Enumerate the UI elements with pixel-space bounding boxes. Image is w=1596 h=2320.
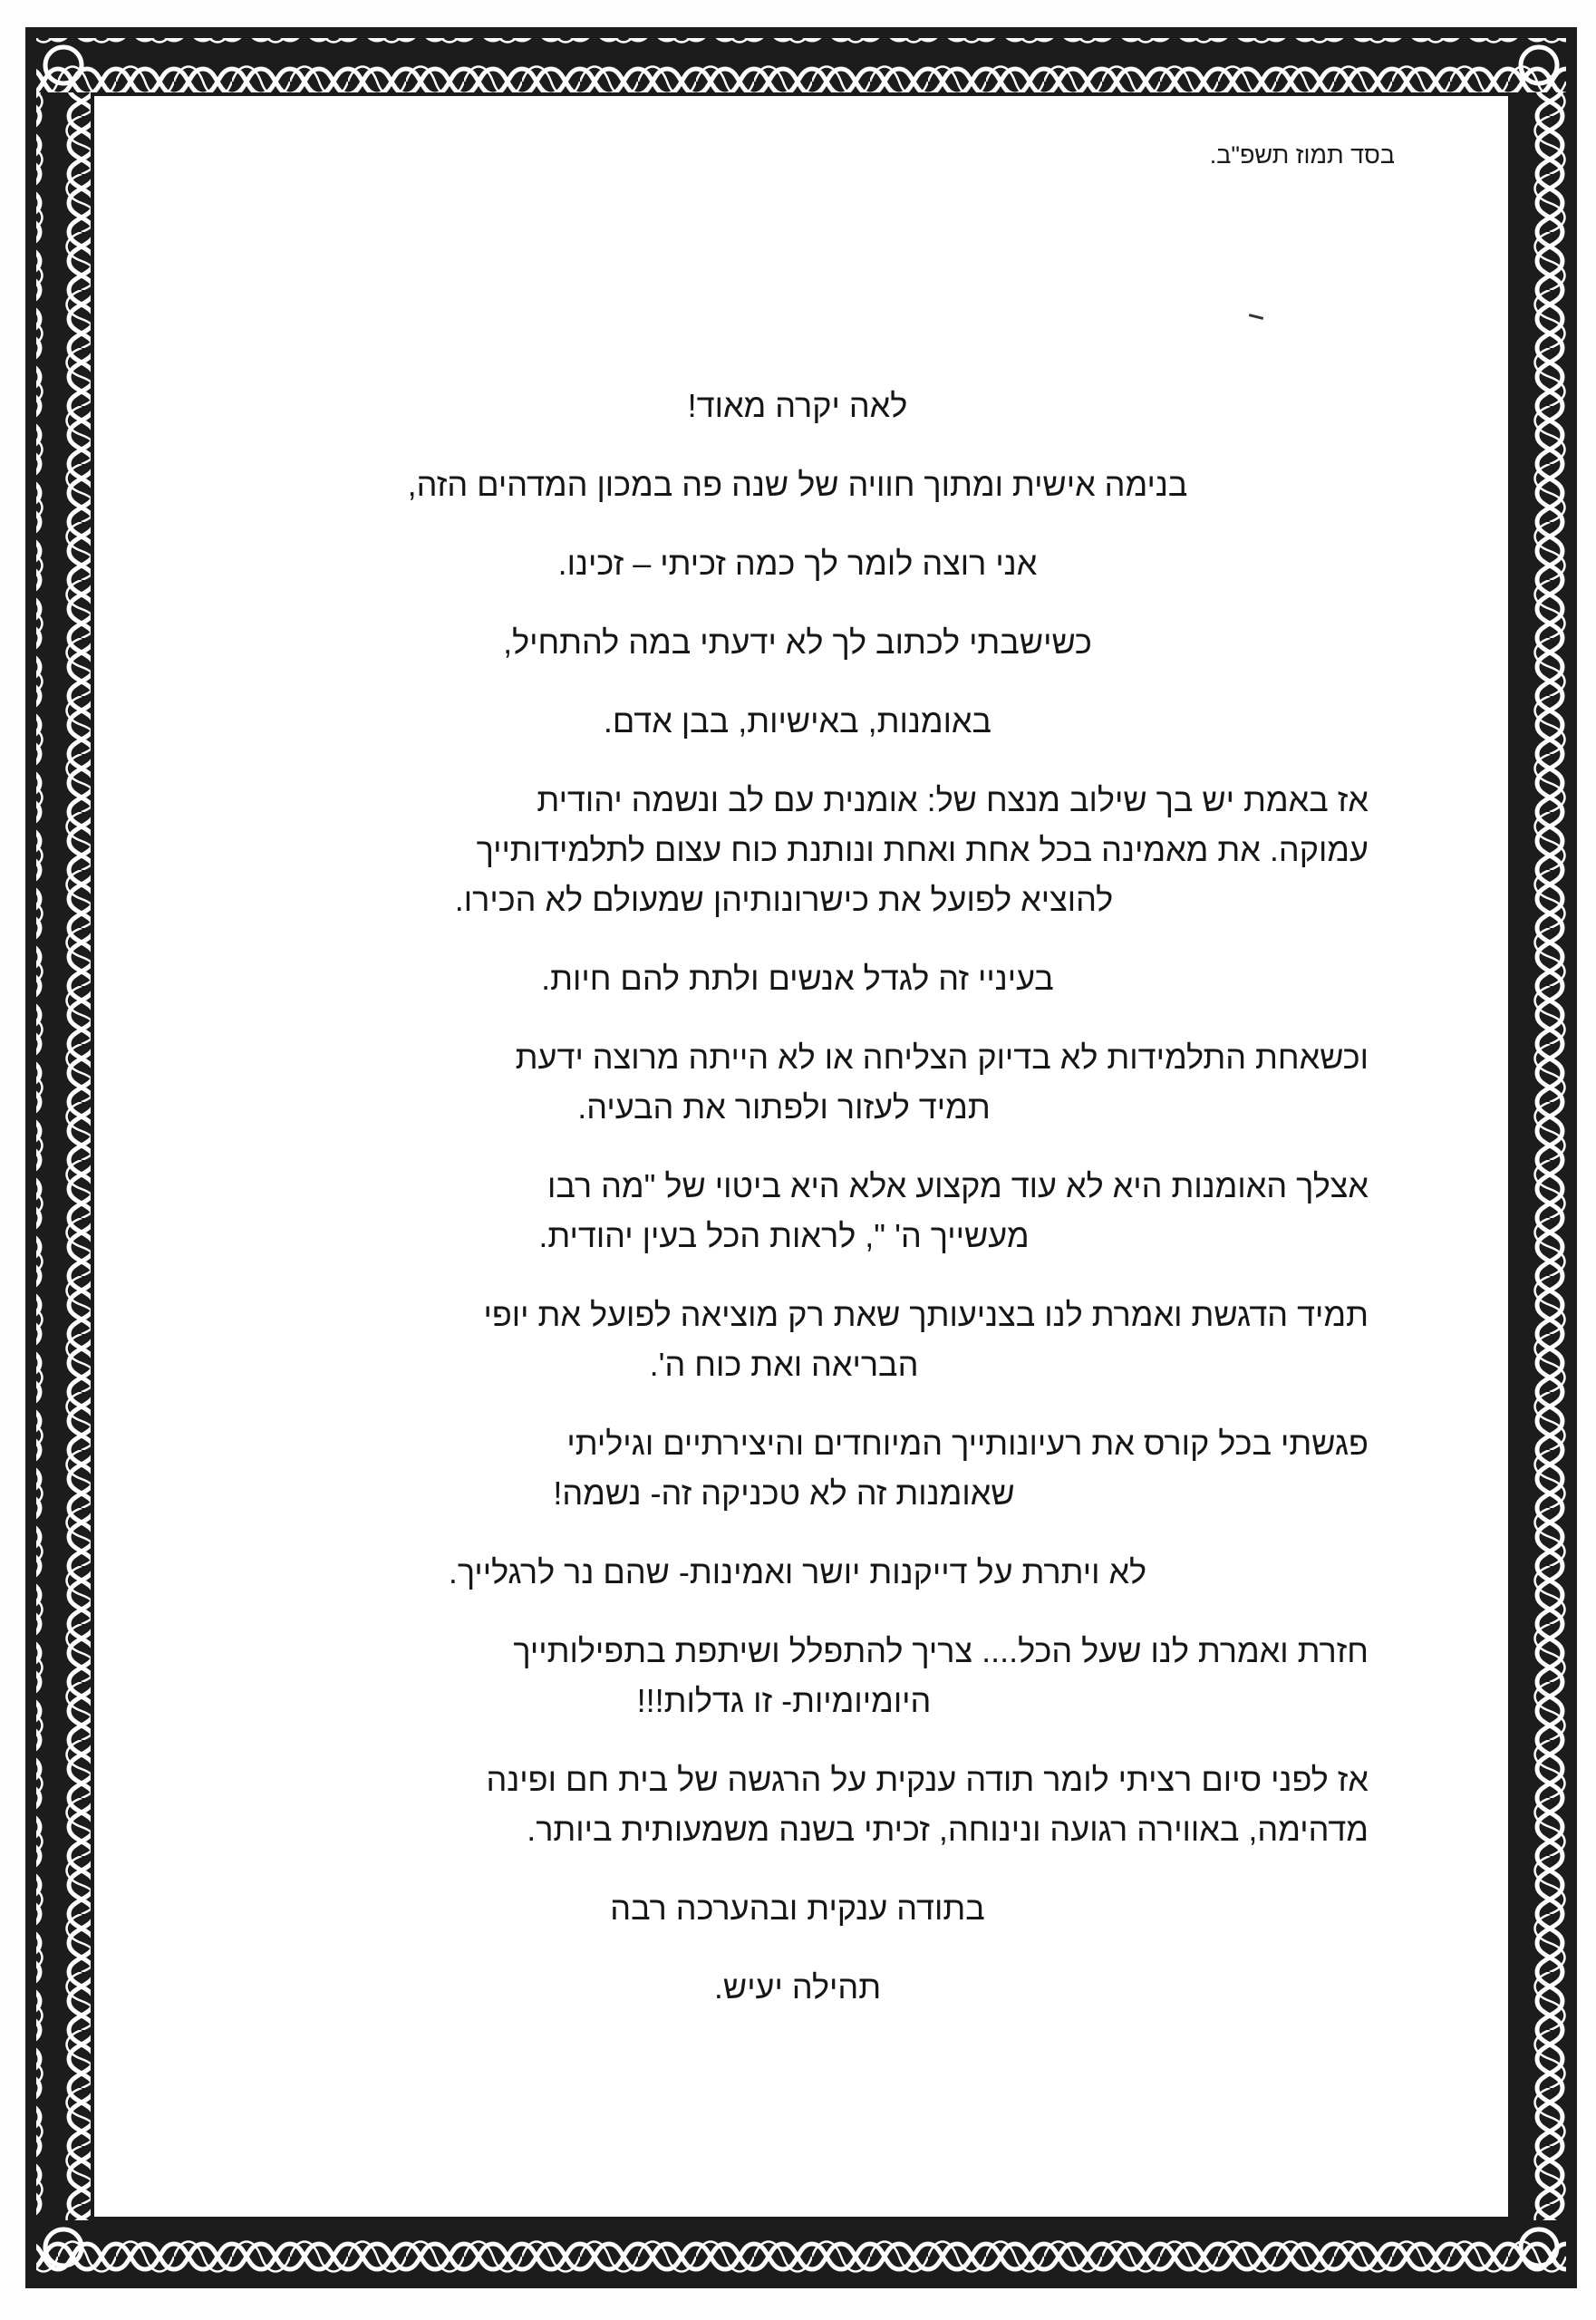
paragraph-eyes: בעיניי זה לגדל אנשים ולתת להם חיות.	[541, 960, 1054, 997]
paragraph-help	[199, 1032, 1396, 1132]
letter-line: באומנות, באישיות, בבן אדם.	[603, 702, 992, 740]
paragraph-line: הבריאה ואת כוח ה'.	[649, 1346, 919, 1383]
paragraph-line: היומיומיות- זו גדלות!!!	[636, 1682, 932, 1719]
paragraph-art	[199, 1161, 1396, 1261]
paragraph-line: וכשאחת התלמידות לא בדיוק הצליחה או לא הייתה מרוצה ידעת	[515, 1039, 1369, 1076]
letter-line: אני רוצה לומר לך כמה זכיתי – זכינו.	[557, 545, 1038, 582]
paragraph-modesty	[199, 1290, 1396, 1389]
letter-signature: תהילה יעיש.	[713, 1968, 882, 2006]
paragraph-line: תמיד לעזור ולפתור את הבעיה.	[577, 1088, 991, 1126]
letter-body	[199, 381, 1396, 2157]
paragraph-line: להוציא לפועל את כישרונותיהן שמעולם לא הכירו.	[454, 881, 1114, 918]
hebrew-date-line: בסד תמוז תשפ"ב.	[1209, 141, 1395, 169]
paragraph-line: מדהימה, באווירה רגועה ונינוחה, זכיתי בשנה משמעותית ביותר.	[527, 1811, 1369, 1848]
paragraph-artist	[199, 775, 1396, 924]
paragraph-line: אז באמת יש בך שילוב מנצח של: אומנית עם לב ונשמה יהודית	[537, 781, 1369, 818]
paragraph-precision: לא ויתרת על דייקנות יושר ואמינות- שהם נר לרגלייך.	[448, 1553, 1147, 1590]
paragraph-line: מעשייך ה' ", לראות הכל בעין יהודית.	[538, 1217, 1030, 1254]
paragraph-line: עמוקה. את מאמינה בכל אחת ואחת ונותנת כוח עצום לתלמידותייך	[476, 831, 1369, 868]
paragraph-line: תמיד הדגשת ואמרת לנו בצניעותך שאת רק מוציאה לפועל את יופי	[483, 1296, 1369, 1333]
letter-line: כשישבתי לכתוב לך לא ידעתי במה להתחיל,	[503, 624, 1092, 661]
paragraph-course	[199, 1418, 1396, 1518]
paragraph-line: אז לפני סיום רציתי לומר תודה ענקית על הרגשה של בית חם ופינה	[486, 1761, 1369, 1798]
letter-closing: בתודה ענקית ובהערכה רבה	[610, 1890, 985, 1927]
letter-line: בנימה אישית ומתוך חוויה של שנה פה במכון המדהים הזה,	[407, 466, 1188, 503]
paragraph-line: אצלך האומנות היא לא עוד מקצוע אלא היא ביטוי של "מה רבו	[547, 1167, 1369, 1204]
paragraph-line: שאומנות זה לא טכניקה זה- נשמה!	[553, 1474, 1015, 1512]
paragraph-line: פגשתי בכל קורס את רעיונותייך המיוחדים והיצירתיים וגיליתי	[566, 1425, 1369, 1462]
paragraph-line: חזרת ואמרת לנו שעל הכל.... צריך להתפלל ושיתפת בתפילותייך	[513, 1632, 1369, 1669]
letter-greeting: לאה יקרה מאוד!	[687, 387, 908, 424]
paragraph-prayer	[199, 1626, 1396, 1726]
paragraph-thanks	[199, 1754, 1396, 1854]
